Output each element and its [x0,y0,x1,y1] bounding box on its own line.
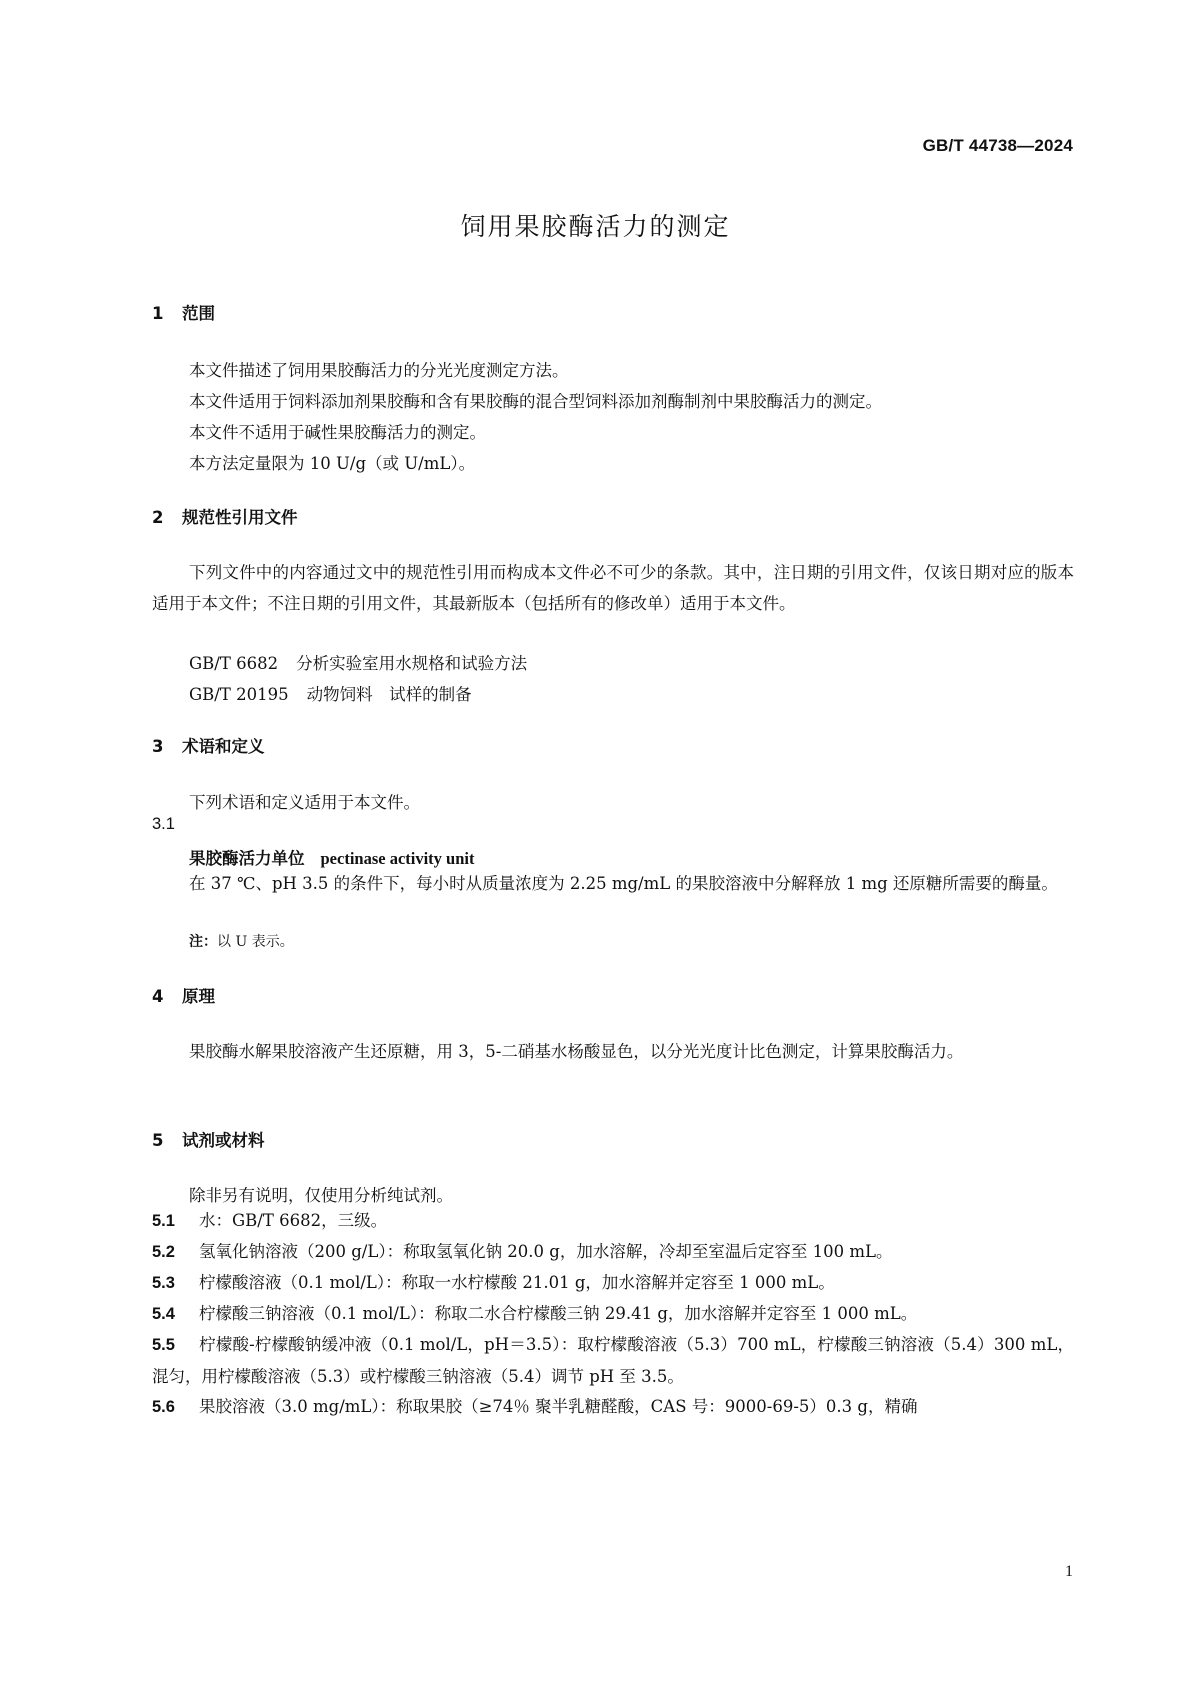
term-name [189,845,475,869]
scope-paragraph: 本文件不适用于碱性果胶酶活力的测定。 [189,423,486,442]
reagent-clause [152,1298,1074,1330]
section-5-heading [152,1127,265,1151]
reagent-clause [152,1236,1074,1268]
clause-text: 柠檬酸-柠檬酸钠缓冲液（0.1 mol/L，pH＝3.5）：取柠檬酸溶液（5.3）700 mL，柠檬酸三钠溶液（5.4）300 mL，混匀，用柠檬酸溶液（5.3）或柠檬酸三钠溶液（5.4）调节 pH 至 3.5。 [152,1335,1074,1386]
scope-paragraph: 本文件适用于饲料添加剂果胶酶和含有果胶酶的混合型饲料添加剂酶制剂中果胶酶活力的测定。 [189,392,882,411]
section-title: 术语和定义 [182,737,265,756]
term-name-cn: 果胶酶活力单位 [189,849,305,868]
term-definition: 在 37 ℃、pH 3.5 的条件下，每小时从质量浓度为 2.25 mg/mL 的果胶溶液中分解释放 1 mg 还原糖所需要的酶量。 [189,874,1058,893]
section-title: 试剂或材料 [182,1131,265,1150]
clause-number: 5.1 [152,1212,175,1230]
note-text: 以 U 表示。 [217,934,294,950]
reference-item [189,650,527,674]
clause-text: 果胶溶液（3.0 mg/mL）：称取果胶（≥74％ 聚半乳糖醛酸，CAS 号：9000-69-5）0.3 g，精确 [199,1397,918,1416]
section-title: 规范性引用文件 [182,508,298,527]
reference-code: GB/T 20195 [189,685,289,704]
reagent-clause [152,1329,1074,1392]
term-number: 3.1 [152,815,175,833]
section-2-heading [152,504,298,528]
clause-number: 5.4 [152,1305,175,1323]
reagent-clause [152,1391,1074,1423]
term-note [189,931,294,951]
clause-number: 5.6 [152,1398,175,1416]
clause-text: 柠檬酸溶液（0.1 mol/L）：称取一水柠檬酸 21.01 g，加水溶解并定容至 1 000 mL。 [199,1273,835,1292]
clause-text: 柠檬酸三钠溶液（0.1 mol/L）：称取二水合柠檬酸三钠 29.41 g，加水溶解并定容至 1 000 mL。 [199,1304,918,1323]
reagents-intro: 除非另有说明，仅使用分析纯试剂。 [189,1186,453,1205]
reagent-clause [152,1205,1074,1237]
reagent-clause [152,1267,1074,1299]
reference-title: 动物饲料 试样的制备 [306,685,472,704]
section-4-heading [152,983,215,1007]
terms-intro: 下列术语和定义适用于本文件。 [189,793,420,812]
clause-number: 5.5 [152,1336,175,1354]
section-number: 2 [152,508,164,527]
clause-text: 水：GB/T 6682，三级。 [199,1211,388,1230]
reference-title: 分析实验室用水规格和试验方法 [296,654,528,673]
section-1-heading [152,300,215,324]
section-number: 1 [152,304,164,323]
standard-code: GB/T 44738—2024 [922,136,1073,155]
scope-paragraph: 本文件描述了饲用果胶酶活力的分光光度测定方法。 [189,361,569,380]
reference-code: GB/T 6682 [189,654,279,673]
scope-paragraph: 本方法定量限为 10 U/g（或 U/mL）。 [189,454,476,473]
term-name-en: pectinase activity unit [320,849,475,868]
normative-references-intro: 下列文件中的内容通过文中的规范性引用而构成本文件必不可少的条款。其中，注日期的引用文件，仅该日期对应的版本适用于本文件；不注日期的引用文件，其最新版本（包括所有的修改单）适用于本文件。 [152,563,1074,613]
section-number: 3 [152,737,164,756]
note-label: 注： [189,934,217,950]
document-title: 饲用果胶酶活力的测定 [460,212,731,241]
section-3-heading [152,733,265,757]
reference-item [189,681,472,705]
clause-text: 氢氧化钠溶液（200 g/L）：称取氢氧化钠 20.0 g，加水溶解，冷却至室温后定容至 100 mL。 [199,1242,893,1261]
clause-number: 5.2 [152,1243,175,1261]
section-title: 范围 [182,304,215,323]
section-title: 原理 [182,987,215,1006]
principle-text: 果胶酶水解果胶溶液产生还原糖，用 3，5-二硝基水杨酸显色，以分光光度计比色测定，计算果胶酶活力。 [189,1042,964,1061]
section-number: 5 [152,1131,164,1150]
page-number: 1 [1065,1563,1073,1580]
section-number: 4 [152,987,164,1006]
clause-number: 5.3 [152,1274,175,1292]
